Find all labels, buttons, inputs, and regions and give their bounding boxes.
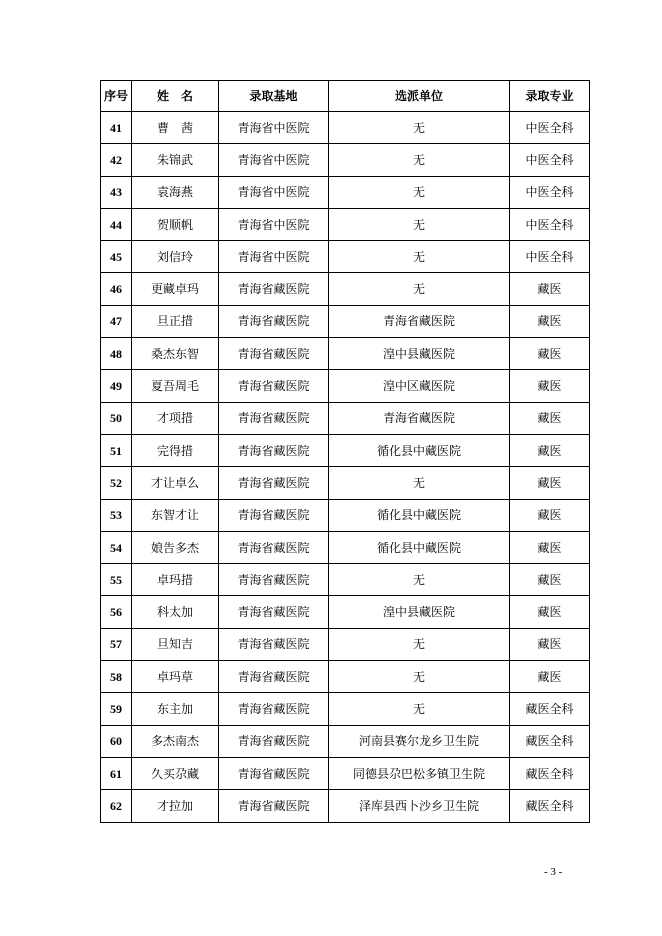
- header-base: 录取基地: [219, 81, 329, 112]
- cell-index: 59: [101, 693, 132, 725]
- table-row: [101, 338, 590, 370]
- cell-name: 才拉加: [132, 790, 219, 822]
- cell-index: 43: [101, 176, 132, 208]
- cell-index: 42: [101, 144, 132, 176]
- cell-unit: 泽库县西卜沙乡卫生院: [329, 790, 510, 822]
- cell-major: 藏医: [510, 531, 590, 563]
- cell-major: 藏医: [510, 628, 590, 660]
- cell-base: 青海省藏医院: [219, 338, 329, 370]
- cell-unit: 循化县中藏医院: [329, 434, 510, 466]
- cell-name: 东智才让: [132, 499, 219, 531]
- cell-name: 卓玛草: [132, 661, 219, 693]
- cell-major: 中医全科: [510, 112, 590, 144]
- cell-base: 青海省藏医院: [219, 661, 329, 693]
- cell-index: 62: [101, 790, 132, 822]
- cell-base: 青海省中医院: [219, 176, 329, 208]
- cell-unit: 青海省藏医院: [329, 402, 510, 434]
- cell-major: 中医全科: [510, 144, 590, 176]
- table-row: [101, 661, 590, 693]
- table-row: [101, 176, 590, 208]
- cell-index: 46: [101, 273, 132, 305]
- cell-index: 45: [101, 241, 132, 273]
- table-row: [101, 499, 590, 531]
- table-row: [101, 402, 590, 434]
- cell-base: 青海省藏医院: [219, 596, 329, 628]
- cell-index: 60: [101, 725, 132, 757]
- cell-major: 藏医全科: [510, 757, 590, 789]
- cell-major: 藏医: [510, 661, 590, 693]
- cell-name: 袁海燕: [132, 176, 219, 208]
- cell-major: 藏医: [510, 434, 590, 466]
- cell-index: 56: [101, 596, 132, 628]
- cell-unit: 湟中县藏医院: [329, 338, 510, 370]
- cell-index: 50: [101, 402, 132, 434]
- cell-base: 青海省藏医院: [219, 531, 329, 563]
- cell-unit: 同德县尕巴松多镇卫生院: [329, 757, 510, 789]
- cell-unit: 湟中区藏医院: [329, 370, 510, 402]
- cell-index: 52: [101, 467, 132, 499]
- cell-base: 青海省中医院: [219, 144, 329, 176]
- cell-major: 藏医: [510, 499, 590, 531]
- cell-unit: 无: [329, 112, 510, 144]
- cell-base: 青海省藏医院: [219, 693, 329, 725]
- cell-base: 青海省中医院: [219, 208, 329, 240]
- table-row: [101, 531, 590, 563]
- table-header: [101, 81, 590, 112]
- table-row: [101, 467, 590, 499]
- cell-name: 东主加: [132, 693, 219, 725]
- cell-major: 藏医: [510, 564, 590, 596]
- cell-name: 卓玛措: [132, 564, 219, 596]
- cell-major: 藏医: [510, 273, 590, 305]
- cell-name: 娘告多杰: [132, 531, 219, 563]
- cell-base: 青海省藏医院: [219, 725, 329, 757]
- cell-unit: 无: [329, 241, 510, 273]
- cell-unit: 无: [329, 273, 510, 305]
- table-row: [101, 208, 590, 240]
- header-name: 姓 名: [132, 81, 219, 112]
- cell-index: 51: [101, 434, 132, 466]
- cell-name: 刘信玲: [132, 241, 219, 273]
- cell-major: 中医全科: [510, 241, 590, 273]
- cell-unit: 河南县赛尔龙乡卫生院: [329, 725, 510, 757]
- cell-index: 49: [101, 370, 132, 402]
- table-row: [101, 757, 590, 789]
- cell-base: 青海省藏医院: [219, 499, 329, 531]
- table-row: [101, 596, 590, 628]
- table-row: [101, 241, 590, 273]
- cell-index: 53: [101, 499, 132, 531]
- cell-index: 44: [101, 208, 132, 240]
- cell-unit: 循化县中藏医院: [329, 499, 510, 531]
- cell-base: 青海省藏医院: [219, 434, 329, 466]
- cell-base: 青海省藏医院: [219, 273, 329, 305]
- table-row: [101, 790, 590, 822]
- cell-unit: 无: [329, 467, 510, 499]
- cell-name: 完得措: [132, 434, 219, 466]
- cell-name: 旦知吉: [132, 628, 219, 660]
- cell-name: 多杰南杰: [132, 725, 219, 757]
- cell-major: 藏医全科: [510, 693, 590, 725]
- table-body: [101, 112, 590, 823]
- cell-index: 47: [101, 305, 132, 337]
- cell-major: 藏医: [510, 370, 590, 402]
- cell-index: 61: [101, 757, 132, 789]
- cell-major: 藏医全科: [510, 725, 590, 757]
- cell-name: 才让卓么: [132, 467, 219, 499]
- cell-base: 青海省藏医院: [219, 564, 329, 596]
- cell-base: 青海省藏医院: [219, 790, 329, 822]
- cell-base: 青海省藏医院: [219, 628, 329, 660]
- cell-major: 藏医: [510, 467, 590, 499]
- cell-unit: 无: [329, 176, 510, 208]
- header-major: 录取专业: [510, 81, 590, 112]
- table-row: [101, 725, 590, 757]
- cell-unit: 无: [329, 564, 510, 596]
- header-index: 序号: [101, 81, 132, 112]
- table-row: [101, 144, 590, 176]
- cell-base: 青海省藏医院: [219, 757, 329, 789]
- cell-name: 桑杰东智: [132, 338, 219, 370]
- cell-base: 青海省中医院: [219, 112, 329, 144]
- cell-base: 青海省藏医院: [219, 467, 329, 499]
- cell-index: 55: [101, 564, 132, 596]
- header-unit: 选派单位: [329, 81, 510, 112]
- cell-unit: 无: [329, 208, 510, 240]
- page-number: - 3 -: [544, 866, 563, 878]
- cell-name: 贺顺帆: [132, 208, 219, 240]
- table-row: [101, 112, 590, 144]
- cell-unit: 湟中县藏医院: [329, 596, 510, 628]
- table-row: [101, 628, 590, 660]
- table-row: [101, 564, 590, 596]
- cell-unit: 无: [329, 628, 510, 660]
- cell-base: 青海省藏医院: [219, 370, 329, 402]
- cell-index: 41: [101, 112, 132, 144]
- cell-name: 夏吾周毛: [132, 370, 219, 402]
- cell-major: 藏医: [510, 338, 590, 370]
- cell-unit: 无: [329, 661, 510, 693]
- cell-base: 青海省藏医院: [219, 305, 329, 337]
- cell-name: 久买尕藏: [132, 757, 219, 789]
- cell-index: 54: [101, 531, 132, 563]
- cell-major: 藏医: [510, 402, 590, 434]
- cell-major: 藏医全科: [510, 790, 590, 822]
- cell-unit: 循化县中藏医院: [329, 531, 510, 563]
- table-row: [101, 370, 590, 402]
- cell-name: 科太加: [132, 596, 219, 628]
- cell-name: 曹 茜: [132, 112, 219, 144]
- cell-unit: 无: [329, 693, 510, 725]
- table-row: [101, 305, 590, 337]
- cell-name: 更藏卓玛: [132, 273, 219, 305]
- table-row: [101, 273, 590, 305]
- cell-index: 58: [101, 661, 132, 693]
- cell-unit: 青海省藏医院: [329, 305, 510, 337]
- cell-major: 藏医: [510, 596, 590, 628]
- table-row: [101, 693, 590, 725]
- cell-index: 57: [101, 628, 132, 660]
- cell-name: 朱锦武: [132, 144, 219, 176]
- header-row: [101, 81, 590, 112]
- cell-major: 中医全科: [510, 176, 590, 208]
- table-row: [101, 434, 590, 466]
- cell-index: 48: [101, 338, 132, 370]
- cell-major: 藏医: [510, 305, 590, 337]
- cell-base: 青海省中医院: [219, 241, 329, 273]
- cell-base: 青海省藏医院: [219, 402, 329, 434]
- admission-table: [100, 80, 590, 823]
- cell-major: 中医全科: [510, 208, 590, 240]
- cell-unit: 无: [329, 144, 510, 176]
- cell-name: 旦正措: [132, 305, 219, 337]
- cell-name: 才项措: [132, 402, 219, 434]
